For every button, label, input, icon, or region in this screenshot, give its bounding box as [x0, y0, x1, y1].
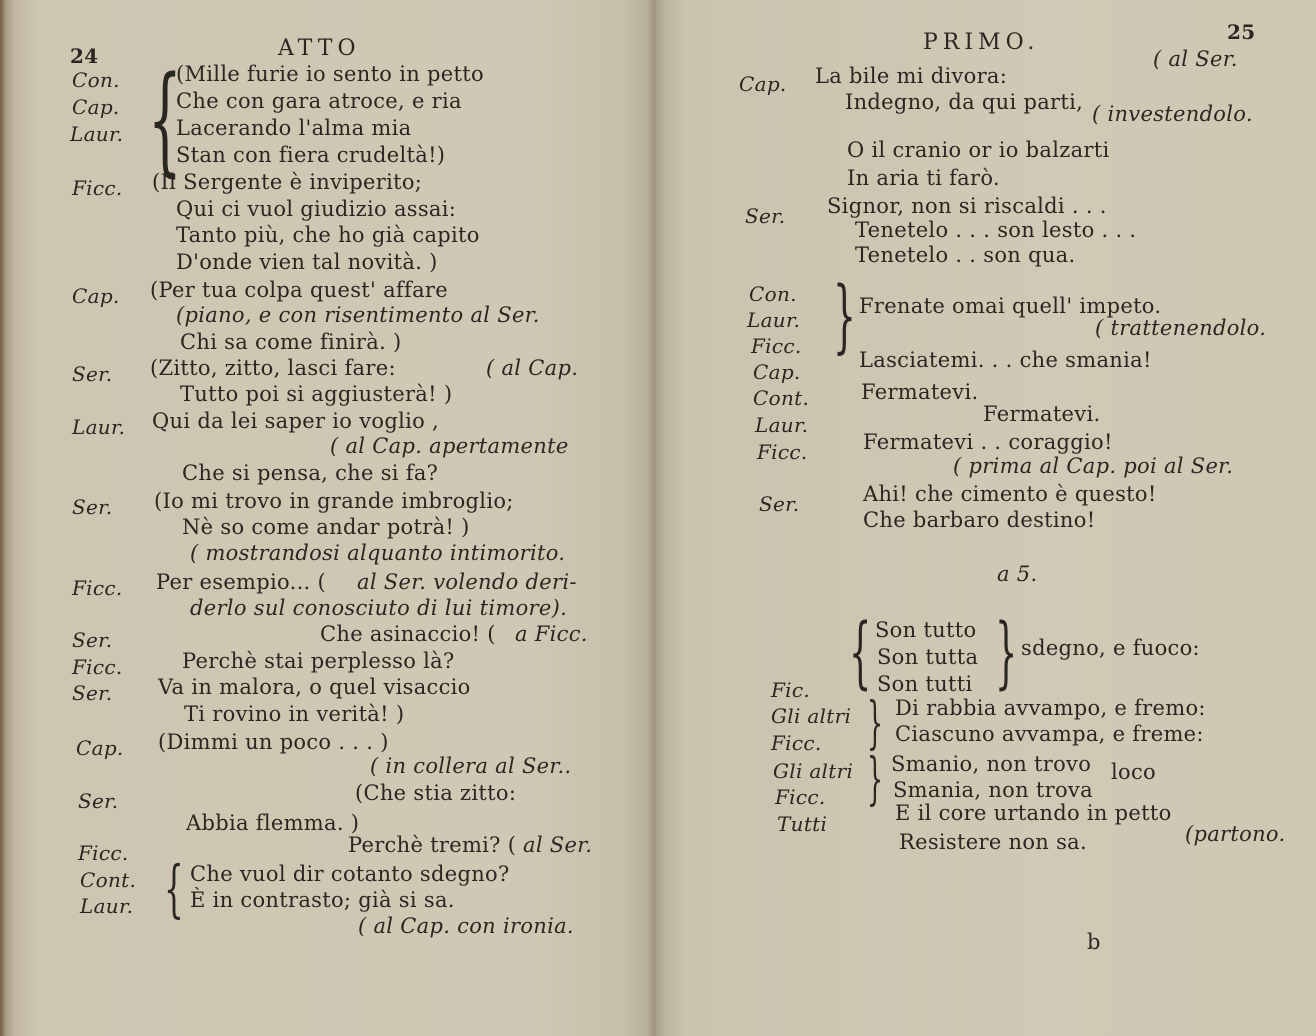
speaker-label: Ficc.: [78, 841, 129, 865]
verse-line: (Mille furie io sento in petto: [176, 62, 484, 86]
verse-line: (Il Sergente è inviperito;: [152, 170, 423, 194]
verse-line: Lacerando l'alma mia: [176, 116, 412, 140]
speaker-label: Ser.: [759, 492, 800, 516]
verse-line: Perchè stai perplesso là?: [182, 649, 455, 673]
page-number: 24: [70, 44, 99, 68]
ensemble-heading: a 5.: [997, 562, 1038, 586]
stage-direction: derlo sul conosciuto di lui timore).: [190, 596, 568, 620]
verse-line: Smanio, non trovo: [891, 752, 1092, 776]
verse-line: Son tutto: [875, 618, 977, 642]
speaker-label: Ficc.: [775, 785, 826, 809]
verse-line: loco: [1111, 760, 1156, 784]
stage-direction: ( al Cap. apertamente: [330, 434, 569, 458]
verse-line: Perchè tremi? (: [348, 833, 517, 857]
speaker-label: Ser.: [78, 789, 119, 813]
verse-line: Che con gara atroce, e ria: [176, 89, 462, 113]
speaker-label: Cont.: [753, 386, 810, 410]
verse-line: Che asinaccio! (: [320, 622, 496, 646]
stage-direction: ( investendolo.: [1092, 102, 1253, 126]
stage-direction: (piano, e con risentimento al Ser.: [176, 303, 540, 327]
stage-direction: a Ficc.: [515, 622, 588, 646]
speaker-label: Con.: [749, 282, 797, 306]
verse-line: (Zitto, zitto, lasci fare:: [150, 356, 396, 380]
page-number: 25: [1227, 20, 1256, 44]
speaker-label: Ser.: [72, 681, 113, 705]
stage-direction: ( trattenendolo.: [1095, 316, 1267, 340]
speaker-label: Ficc.: [72, 576, 123, 600]
speaker-label: Cont.: [80, 868, 137, 892]
verse-line: Che vuol dir cotanto sdegno?: [190, 862, 510, 886]
speaker-label: Gli altri: [773, 759, 854, 783]
verse-line: Fermatevi.: [861, 380, 979, 404]
verse-line: Chi sa come finirà. ): [180, 330, 402, 354]
verse-line: Ciascuno avvampa, e freme:: [895, 722, 1204, 746]
verse-line: La bile mi divora:: [815, 64, 1008, 88]
verse-line: In aria ti farò.: [847, 166, 1000, 190]
verse-line: Qui ci vuol giudizio assai:: [176, 197, 457, 221]
brace: }: [995, 608, 1018, 698]
verse-line: Nè so come andar potrà! ): [182, 515, 470, 539]
verse-line: Tanto più, che ho già capito: [176, 223, 480, 247]
brace: {: [164, 852, 184, 925]
verse-line: Fermatevi.: [983, 402, 1101, 426]
brace: }: [833, 269, 856, 362]
speaker-label: Cap.: [72, 95, 120, 119]
verse-line: Frenate omai quell' impeto.: [859, 294, 1162, 318]
verse-line: Resistere non sa.: [899, 830, 1087, 854]
speaker-label: Ser.: [72, 362, 113, 386]
verse-line: Ti rovino in verità! ): [184, 702, 405, 726]
verse-line: sdegno, e fuoco:: [1021, 636, 1200, 660]
brace: }: [867, 691, 884, 756]
brace: }: [867, 747, 884, 812]
verse-line: (Che stia zitto:: [355, 781, 517, 805]
verse-line: (Io mi trovo in grande imbroglio;: [154, 489, 514, 513]
verse-line: Lasciatemi. . . che smania!: [859, 348, 1152, 372]
speaker-label: Laur.: [747, 308, 801, 332]
running-header: ATTO: [278, 36, 361, 61]
speaker-label: Laur.: [80, 894, 134, 918]
stage-direction: ( mostrandosi alquanto intimorito.: [190, 541, 566, 565]
verse-line: Indegno, da qui parti,: [845, 90, 1084, 114]
verse-line: Qui da lei saper io voglio ,: [152, 409, 439, 433]
speaker-label: Con.: [72, 68, 120, 92]
verse-line: Che si pensa, che si fa?: [182, 461, 439, 485]
verse-line: Tenetelo . . son qua.: [855, 243, 1076, 267]
verse-line: Tutto poi si aggiusterà! ): [180, 382, 453, 406]
verse-line: D'onde vien tal novità. ): [176, 250, 438, 274]
speaker-label: Laur.: [755, 413, 809, 437]
verse-line: Signor, non si riscaldi . . .: [827, 194, 1107, 218]
stage-direction: al Ser.: [523, 833, 593, 857]
right-page: [655, 0, 1316, 1036]
left-page: [0, 0, 655, 1036]
verse-line: Son tutti: [877, 672, 973, 696]
stage-direction: (partono.: [1185, 822, 1286, 846]
speaker-label: Ficc.: [751, 334, 802, 358]
speaker-label: Ser.: [745, 204, 786, 228]
speaker-label: Ficc.: [771, 731, 822, 755]
verse-line: Va in malora, o quel visaccio: [158, 675, 471, 699]
speaker-label: Cap.: [753, 360, 801, 384]
speaker-label: Ser.: [72, 495, 113, 519]
stage-direction: ( al Ser.: [1153, 47, 1238, 71]
stage-direction: ( al Cap.: [486, 356, 579, 380]
verse-line: Stan con fiera crudeltà!): [176, 143, 446, 167]
verse-line: Per esempio... (: [156, 570, 327, 594]
speaker-label: Fic.: [771, 678, 811, 702]
running-header: PRIMO.: [923, 30, 1040, 55]
speaker-label: Laur.: [72, 415, 126, 439]
verse-line: Son tutta: [877, 645, 979, 669]
verse-line: Tenetelo . . . son lesto . . .: [855, 218, 1137, 242]
speaker-label: Ficc.: [72, 176, 123, 200]
verse-line: (Dimmi un poco . . . ): [158, 730, 389, 754]
verse-line: È in contrasto; già si sa.: [190, 888, 455, 912]
verse-line: (Per tua colpa quest' affare: [150, 278, 448, 302]
verse-line: Ahi! che cimento è questo!: [863, 482, 1157, 506]
speaker-label: Ficc.: [72, 655, 123, 679]
speaker-label: Tutti: [777, 812, 828, 836]
speaker-label: Ficc.: [757, 440, 808, 464]
speaker-label: Cap.: [76, 736, 124, 760]
stage-direction: al Ser. volendo deri-: [357, 570, 577, 594]
verse-line: Smania, non trova: [893, 778, 1093, 802]
speaker-label: Ser.: [72, 628, 113, 652]
verse-line: Che barbaro destino!: [863, 508, 1096, 532]
stage-direction: ( al Cap. con ironia.: [358, 914, 574, 938]
signature-mark: b: [1087, 930, 1101, 954]
speaker-label: Cap.: [72, 284, 120, 308]
verse-line: Abbia flemma. ): [186, 811, 360, 835]
verse-line: E il core urtando in petto: [895, 801, 1172, 825]
brace: {: [849, 608, 872, 698]
stage-direction: ( in collera al Ser..: [370, 754, 572, 778]
verse-line: Fermatevi . . coraggio!: [863, 430, 1113, 454]
verse-line: Di rabbia avvampo, e fremo:: [895, 696, 1206, 720]
speaker-label: Cap.: [739, 72, 787, 96]
speaker-label: Laur.: [70, 122, 124, 146]
verse-line: O il cranio or io balzarti: [847, 138, 1110, 162]
stage-direction: ( prima al Cap. poi al Ser.: [953, 454, 1234, 478]
speaker-label: Gli altri: [771, 704, 852, 728]
brace: {: [148, 50, 182, 188]
